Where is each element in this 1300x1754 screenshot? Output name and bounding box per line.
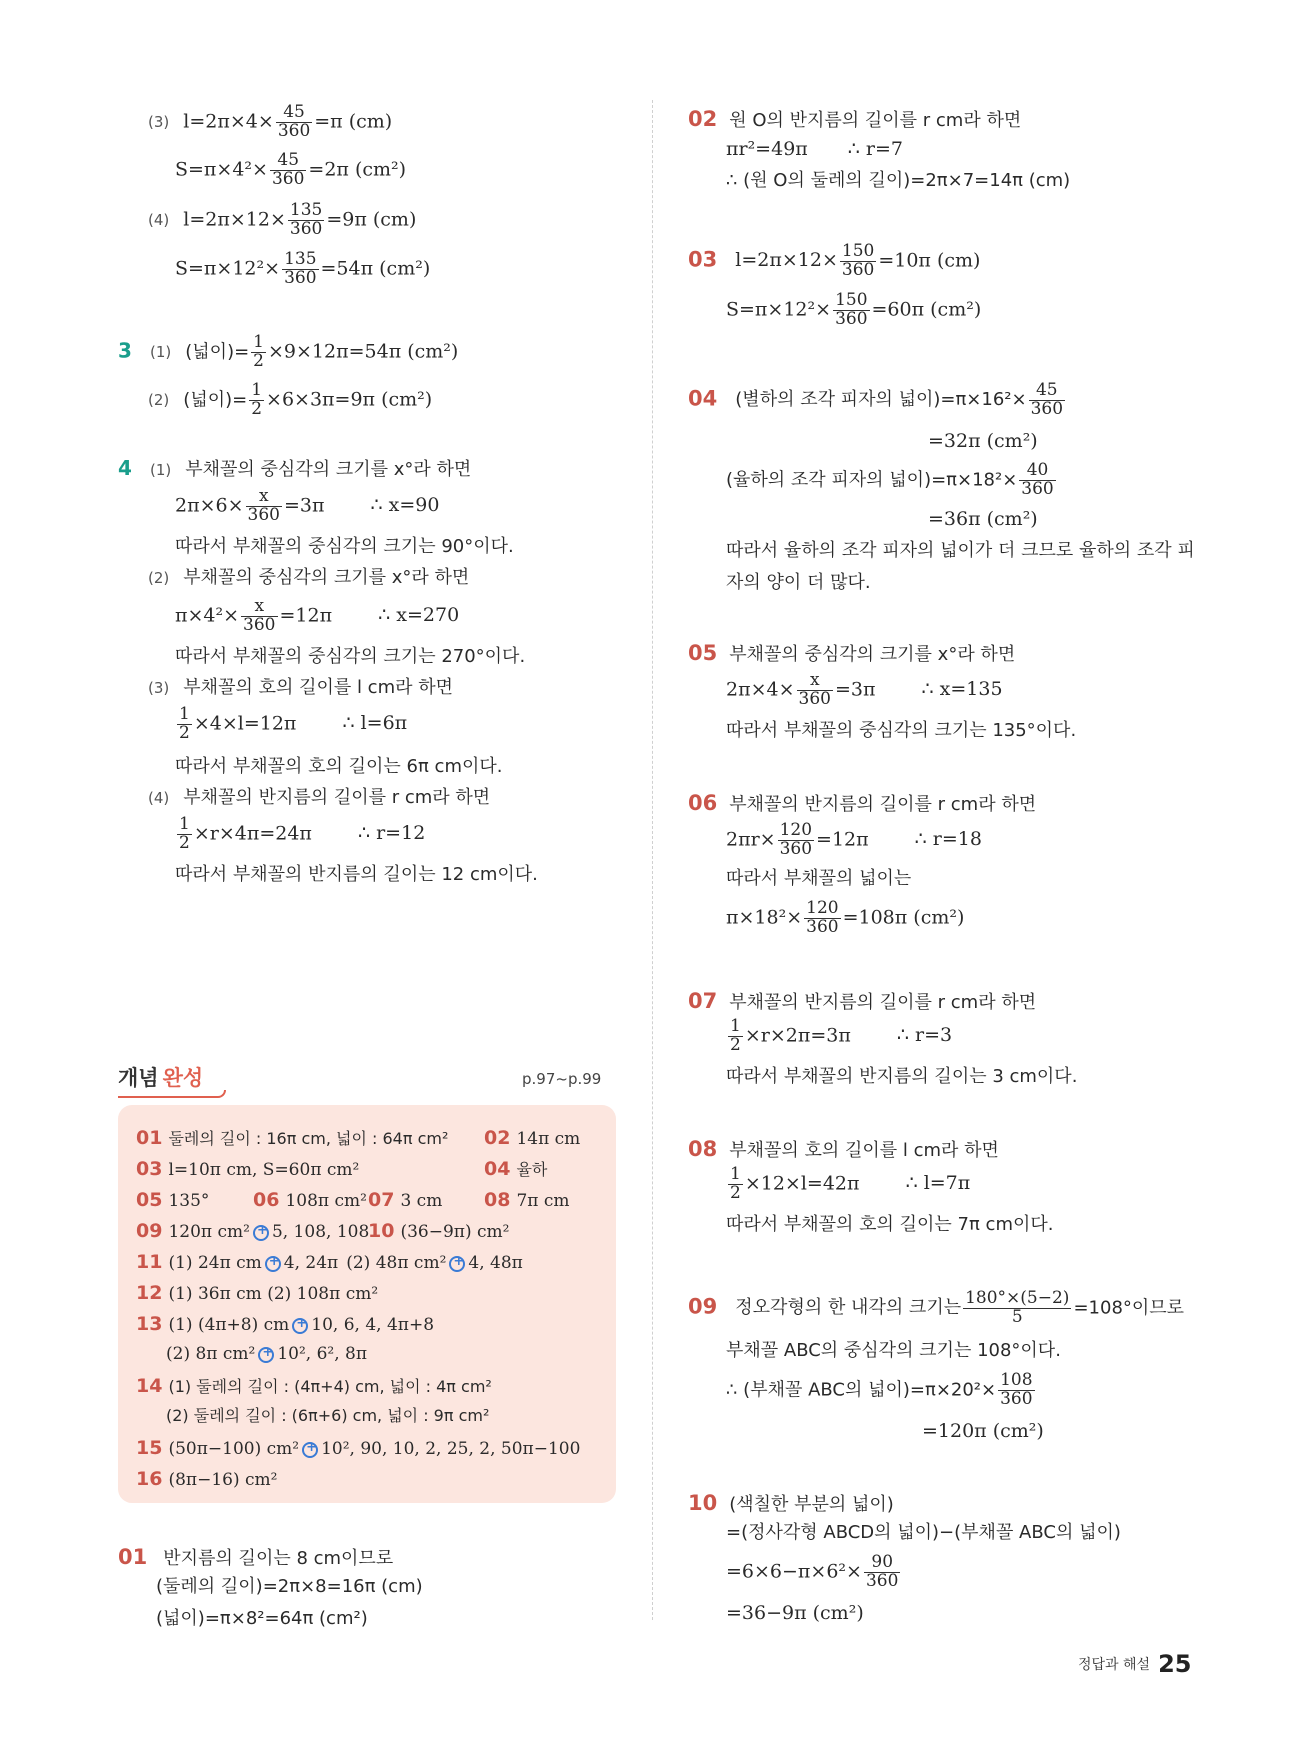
solution-01-line2: (둘레의 길이)=2π×8=16π (cm) xyxy=(156,1576,423,1597)
solution-02-line3: ∴ (원 O의 둘레의 길이)=2π×7=14π (cm) xyxy=(726,170,1071,191)
problem-4-s2-conclusion: 따라서 부채꼴의 중심각의 크기는 270°이다. xyxy=(175,646,526,667)
solution-04-line4: =36π (cm²) xyxy=(928,508,1038,530)
problem-4-s2-eq: π×4²× $\frac{x}{360}$ =12π ∴ x=270 xyxy=(175,596,460,635)
concept-title: 개념 완성 xyxy=(118,1066,204,1090)
answer-item: (2) 둘레의 길이 : (6π+6) cm, 넓이 : 9π cm² xyxy=(166,1406,490,1425)
fraction: $\frac{1}{2}$ xyxy=(179,704,190,743)
solution-10-line1: 10 (색칠한 부분의 넓이) xyxy=(688,1491,894,1515)
answer-item: 02 14π cm xyxy=(484,1127,581,1149)
problem-4-s4-eq: $\frac{1}{2}$ ×r×4π=24π ∴ r=12 xyxy=(179,814,426,853)
solution-10-line3: =6×6−π×6²× $\frac{90}{360}$ xyxy=(726,1552,899,1591)
solution-01-line3: (넓이)=π×8²=64π (cm²) xyxy=(156,1608,368,1629)
page-range: p.97~p.99 xyxy=(522,1070,602,1088)
fraction: $\frac{1}{2}$ xyxy=(253,332,264,371)
solution-03-line2: S=π×12²× $\frac{150}{360}$ =60π (cm²) xyxy=(726,290,982,329)
solution-08-conclusion: 따라서 부채꼴의 호의 길이는 7π cm이다. xyxy=(726,1214,1054,1235)
solution-04-line2: =32π (cm²) xyxy=(928,430,1038,452)
fraction: $\frac{45}{360}$ xyxy=(271,150,305,189)
solution-05-conclusion: 따라서 부채꼴의 중심각의 크기는 135°이다. xyxy=(726,720,1077,741)
solution-08-eq: $\frac{1}{2}$ ×12×l=42π ∴ l=7π xyxy=(730,1164,971,1203)
solution-04-line1: 04 (별하의 조각 피자의 넓이)=π×16²× $\frac{45}{360}$ xyxy=(688,380,1064,419)
hint-icon xyxy=(449,1256,465,1272)
problem-3-line1: 3 (1) (넓이)= $\frac{1}{2}$ ×9×12π=54π (cm²) xyxy=(118,332,459,371)
fraction: $\frac{1}{2}$ xyxy=(730,1164,741,1203)
fraction: $\frac{120}{360}$ xyxy=(806,898,839,937)
problem-4-s3-line1: (3) 부채꼴의 호의 길이를 l cm라 하면 xyxy=(148,677,453,698)
solution-06-line4: π×18²× $\frac{120}{360}$ =108π (cm²) xyxy=(726,898,965,937)
solution-03-line1: 03 l=2π×12× $\frac{150}{360}$ =10π (cm) xyxy=(688,241,981,280)
answer-item: (2) 8π cm²+ 10², 6², 8π xyxy=(166,1344,367,1364)
answer-item: 12 (1) 36π cm (2) 108π cm² xyxy=(136,1282,379,1304)
solution-10-line2: =(정사각형 ABCD의 넓이)−(부채꼴 ABC의 넓이) xyxy=(726,1522,1121,1543)
answer-item: 04 율하 xyxy=(484,1158,548,1180)
part4-l-line: (4) l=2π×12× $\frac{135}{360}$ =9π (cm) xyxy=(148,200,417,239)
problem-4-s1-line1: 4 (1) 부채꼴의 중심각의 크기를 x°라 하면 xyxy=(118,456,472,480)
answer-item: 16 (8π−16) cm² xyxy=(136,1468,278,1490)
solution-04-line6: 자의 양이 더 많다. xyxy=(726,572,871,593)
solution-10-line4: =36−9π (cm²) xyxy=(726,1602,864,1624)
fraction: $\frac{40}{360}$ xyxy=(1021,460,1054,499)
hint-icon xyxy=(253,1225,269,1241)
solution-06-line1: 06 부채꼴의 반지름의 길이를 r cm라 하면 xyxy=(688,791,1037,815)
problem-4-s3-eq: $\frac{1}{2}$ ×4×l=12π ∴ l=6π xyxy=(179,704,408,743)
answer-item: 13 (1) (4π+8) cm+ 10, 6, 4, 4π+8 xyxy=(136,1313,434,1336)
problem-4-s4-line1: (4) 부채꼴의 반지름의 길이를 r cm라 하면 xyxy=(148,787,491,808)
solution-07-eq: $\frac{1}{2}$ ×r×2π=3π ∴ r=3 xyxy=(730,1016,953,1055)
fraction: $\frac{45}{360}$ xyxy=(1030,380,1064,419)
fraction: $\frac{x}{360}$ xyxy=(247,486,280,525)
fraction: $\frac{180^\circ\times(5-2)}{5}$ xyxy=(965,1288,1070,1327)
answer-item: 08 7π cm xyxy=(484,1189,570,1211)
answer-item: 10 (36−9π) cm² xyxy=(368,1220,510,1242)
solution-09-line1: 09 정오각형의 한 내각의 크기는 $\frac{180^\circ\times(5-2)}{5}$ =108°이므로 xyxy=(688,1288,1185,1327)
solution-01-line1: 01 반지름의 길이는 8 cm이므로 xyxy=(118,1545,394,1569)
fraction: $\frac{150}{360}$ xyxy=(841,241,875,280)
part3-s-line: S=π×4²× $\frac{45}{360}$ =2π (cm²) xyxy=(175,150,407,189)
fraction: $\frac{1}{2}$ xyxy=(251,380,263,419)
answer-item: 06 108π cm² xyxy=(253,1189,367,1211)
solution-07-conclusion: 따라서 부채꼴의 반지름의 길이는 3 cm이다. xyxy=(726,1066,1078,1087)
solution-05-eq: 2π×4× $\frac{x}{360}$ =3π ∴ x=135 xyxy=(726,670,1003,709)
fraction: $\frac{150}{360}$ xyxy=(835,290,868,329)
part3-l-line: (3) l=2π×4× $\frac{45}{360}$ =π (cm) xyxy=(148,102,393,141)
column-divider xyxy=(652,100,653,1620)
solution-05-line1: 05 부채꼴의 중심각의 크기를 x°라 하면 xyxy=(688,641,1016,665)
solution-09-line2: 부채꼴 ABC의 중심각의 크기는 108°이다. xyxy=(726,1340,1061,1361)
fraction: $\frac{90}{360}$ xyxy=(865,1552,899,1591)
hint-icon xyxy=(302,1442,318,1458)
problem-4-s4-conclusion: 따라서 부채꼴의 반지름의 길이는 12 cm이다. xyxy=(175,864,538,885)
solution-04-line5: 따라서 율하의 조각 피자의 넓이가 더 크므로 율하의 조각 피 xyxy=(726,540,1195,561)
problem-number: 3 xyxy=(118,338,132,363)
fraction: $\frac{108}{360}$ xyxy=(1000,1370,1033,1409)
answer-box xyxy=(118,1105,616,1503)
problem-4-s2-line1: (2) 부채꼴의 중심각의 크기를 x°라 하면 xyxy=(148,567,470,588)
answer-item: 01 둘레의 길이 : 16π cm, 넓이 : 64π cm² xyxy=(136,1127,449,1149)
answer-item: 15 (50π−100) cm²+ 10², 90, 10, 2, 25, 2, 50π−100 xyxy=(136,1437,580,1460)
page-number: 25 xyxy=(1158,1650,1192,1678)
solution-09-line4: =120π (cm²) xyxy=(922,1420,1044,1442)
answer-item: 07 3 cm xyxy=(368,1189,443,1211)
solution-06-line3: 따라서 부채꼴의 넓이는 xyxy=(726,868,912,889)
fraction: $\frac{1}{2}$ xyxy=(730,1016,741,1055)
answer-item: 09 120π cm²+ 5, 108, 108 xyxy=(136,1220,369,1243)
page-footer xyxy=(1078,1650,1191,1678)
hint-icon xyxy=(258,1347,274,1363)
answer-item: 11 (1) 24π cm+ 4, 24π (2) 48π cm²+ 4, 48π xyxy=(136,1251,523,1274)
hint-icon xyxy=(265,1256,281,1272)
fraction: $\frac{1}{2}$ xyxy=(179,814,190,853)
answer-item: 03 l=10π cm, S=60π cm² xyxy=(136,1158,360,1180)
hint-icon xyxy=(292,1318,308,1334)
solution-02-line2: πr²=49π ∴ r=7 xyxy=(726,138,903,160)
fraction: $\frac{x}{360}$ xyxy=(243,596,276,635)
problem-4-s1-eq: 2π×6× $\frac{x}{360}$ =3π ∴ x=90 xyxy=(175,486,440,525)
part4-s-line: S=π×12²× $\frac{135}{360}$ =54π (cm²) xyxy=(175,249,431,288)
answer-item: 05 135° xyxy=(136,1189,210,1211)
fraction: $\frac{135}{360}$ xyxy=(284,249,317,288)
fraction: $\frac{120}{360}$ xyxy=(779,820,813,859)
problem-3-line2: (2) (넓이)= $\frac{1}{2}$ ×6×3π=9π (cm²) xyxy=(148,380,433,419)
footer-text: 정답과 해설 xyxy=(1078,1657,1151,1673)
fraction: $\frac{135}{360}$ xyxy=(289,200,323,239)
answer-item: 14 (1) 둘레의 길이 : (4π+4) cm, 넓이 : 4π cm² xyxy=(136,1375,492,1397)
solution-09-line3: ∴ (부채꼴 ABC의 넓이)=π×20²× $\frac{108}{360}$ xyxy=(726,1370,1033,1409)
solution-02-line1: 02 원 O의 반지름의 길이를 r cm라 하면 xyxy=(688,107,1022,131)
problem-number: 4 xyxy=(118,456,132,480)
fraction: $\frac{45}{360}$ xyxy=(277,102,311,141)
problem-4-s3-conclusion: 따라서 부채꼴의 호의 길이는 6π cm이다. xyxy=(175,756,503,777)
solution-08-line1: 08 부채꼴의 호의 길이를 l cm라 하면 xyxy=(688,1137,999,1161)
solution-04-line3: (율하의 조각 피자의 넓이)=π×18²× $\frac{40}{360}$ xyxy=(726,460,1054,499)
solution-number: 01 xyxy=(118,1545,148,1569)
solution-06-eq: 2πr× $\frac{120}{360}$ =12π ∴ r=18 xyxy=(726,820,982,859)
problem-4-s1-conclusion: 따라서 부채꼴의 중심각의 크기는 90°이다. xyxy=(175,536,514,557)
solution-07-line1: 07 부채꼴의 반지름의 길이를 r cm라 하면 xyxy=(688,989,1037,1013)
title-decoration xyxy=(118,1090,226,1098)
fraction: $\frac{x}{360}$ xyxy=(798,670,831,709)
